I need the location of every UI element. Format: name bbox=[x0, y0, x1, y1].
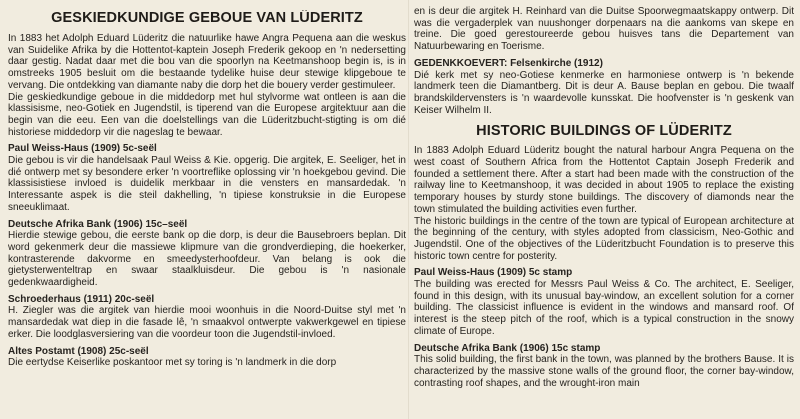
afrikaans-schroeder-heading: Schroederhaus (1911) 20c-seël bbox=[8, 293, 155, 305]
afrikaans-section-weiss bbox=[8, 143, 406, 213]
english-section-bank bbox=[414, 343, 794, 390]
afrikaans-title: GESKIEDKUNDIGE GEBOUE VAN LÜDERITZ bbox=[51, 10, 363, 26]
felsenkirche-heading: GEDENKKOEVERT: Felsenkirche (1912) bbox=[414, 57, 603, 69]
english-section-weiss bbox=[414, 267, 794, 337]
column-divider bbox=[408, 0, 409, 419]
afrikaans-bank-heading: Deutsche Afrika Bank (1906) 15c–seël bbox=[8, 218, 188, 230]
afrikaans-postamt-continued: en is deur die argitek H. Reinhard van die Duitse Spoorwegmaatskappy ontwerp. Dit was die vergaderplek van nuushonger dorpenaars na die aankoms van skepe en treine. Die goed gerestoureerde gebou huisves tans die Departement van Natuurbewaring en Toerisme. bbox=[414, 6, 794, 53]
afrikaans-section-postamt bbox=[8, 346, 406, 369]
english-bank-heading: Deutsche Afrika Bank (1906) 15c stamp bbox=[414, 342, 601, 354]
afrikaans-postamt-heading: Altes Postamt (1908) 25c-seël bbox=[8, 345, 149, 357]
afrikaans-section-bank bbox=[8, 219, 406, 289]
english-bank-text: This solid building, the first bank in the town, was planned by the brothers Bause. It is characterized by the massive stone walls of the ground floor, the corner bay-window, contrasting roof shapes, and the wrought-iron main bbox=[414, 354, 794, 389]
felsenkirche-text: Dié kerk met sy neo-Gotiese kenmerke en harmoniese ontwerp is 'n bekende landmerk teen die Diamantberg. Dit is deur A. Bause beplan en gebou. Die twaalf brandskildervensters is 'n waardevolle kunsskat. Die hoofvenster is 'n geskenk van Keiser Wilhelm II. bbox=[414, 69, 794, 116]
afrikaans-section-schroeder bbox=[8, 294, 406, 341]
english-intro-1: In 1883 Adolph Eduard Lüderitz bought the natural harbour Angra Pequena on the west coast of Southern Africa from the Hottentot Captain Joseph Frederik and founded a settlement there. After a start had been made with the construction of the railway line to Keetmanshoop, it was decided in about 1905 to replace the existing temporary houses by sturdy stone buildings. The discovery of diamonds near the town stimulated the building activities even further. bbox=[414, 145, 794, 215]
afrikaans-weiss-heading: Paul Weiss-Haus (1909) 5c-seël bbox=[8, 143, 157, 155]
afrikaans-intro-1: In 1883 het Adolph Eduard Lüderitz die natuurlike hawe Angra Pequena aan die weskus van Suidelike Afrika by die Hottentot-kaptein Joseph Frederik gekoop en 'n nedersetting daar gestig. Nadat daar met die bou van die spoorlyn na Keetmanshoop begin is, is in omstreeks 1905 besluit om die bestaande tydelike huise deur stewige klipgeboue te vervang. Die ontdekking van diamante naby die dorp het die bouery verder gestimuleer. bbox=[8, 33, 406, 91]
afrikaans-schroeder-text: H. Ziegler was die argitek van hierdie mooi woonhuis in die Noord-Duitse styl met 'n mansardedak wat diep in die fasade lê, 'n smaakvol ontwerpte vakwerkgewel en tipiese erker. Die loodglasversiering van die voordeur toon die Jugendstil-invloed. bbox=[8, 305, 406, 340]
afrikaans-section-felsenkirche bbox=[414, 58, 794, 117]
english-column bbox=[414, 6, 794, 411]
afrikaans-postamt-text: Die eertydse Keiserlike poskantoor met sy toring is 'n landmerk in die dorp bbox=[8, 357, 337, 369]
english-weiss-heading: Paul Weiss-Haus (1909) 5c stamp bbox=[414, 267, 573, 279]
english-intro-2: The historic buildings in the centre of the town are typical of European architecture at the beginning of the century, with styles adopted from classicism, Neo-Gothic and Jugendstil. One of the objectives of the Lüderitzbucht Foundation is to preserve this historic town centre for posterity. bbox=[414, 215, 794, 262]
afrikaans-bank-text: Hierdie stewige gebou, die eerste bank op die dorp, is deur die Bausebroers beplan. Dit word gekenmerk deur die massiewe klipmure van die grondverdieping, die hoekerker, kontrasterende dakvorme en smeedysterhoofdeur. Van belang is ook die gietysterwenteltrap en swaar staalkluisdeur. Die gebou is 'n nasionale gedenkwaardigheid. bbox=[8, 230, 406, 289]
english-title: HISTORIC BUILDINGS OF LÜDERITZ bbox=[476, 123, 732, 140]
english-weiss-text: The building was erected for Messrs Paul Weiss & Co. The architect, E. Seeliger, found in this design, with its unusual bay-window, an excellent solution for a corner building. The classicist influence is evident in the windows and mansard roof. Of interest is the steep pitch of the roof, which is a typical construction in the snowy climate of Europe. bbox=[414, 279, 794, 337]
afrikaans-column bbox=[8, 10, 406, 415]
afrikaans-intro-2: Die geskiedkundige geboue in die middedorp met hul stylvorme wat ontleen is aan die klassisisme, neo-Gotiek en Jugendstil, is tiperend van die Europese argitektuur aan die begin van die eeu. Een van die doelstellings van die Lüderitzbucht-stigting is om dié historiese middedorp vir die nageslag te bewaar. bbox=[8, 91, 406, 138]
afrikaans-weiss-text: Die gebou is vir die handelsaak Paul Weiss & Kie. opgerig. Die argitek, E. Seeliger, het in dié ontwerp met sy besondere erker 'n voortreflike oplossing vir 'n hoekgebou gevind. Die klassisistiese invloed is duidelik merkbaar in die vensters en mansardedak. 'n Interessante aspek is die steil dakhelling, 'n tipiese konstruksie in die Europese sneeuklimaat. bbox=[8, 155, 406, 213]
